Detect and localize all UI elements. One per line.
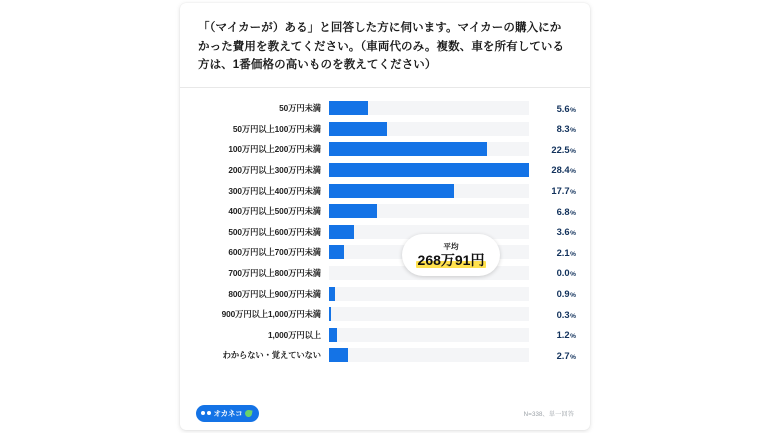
bar-value-label [529,226,576,237]
bar-category-label: 200万円以上300万円未満 [228,164,321,175]
bar-value-number: 1.2 [556,329,570,341]
bar-value-unit: % [570,353,576,361]
logo-eye-icon [207,411,211,415]
bar-fill [329,142,487,156]
bar-track [329,101,529,115]
bar-value-number: 22.5 [551,143,570,155]
table-row [194,345,576,366]
table-row [194,242,576,263]
bar-value-unit: % [570,209,576,217]
bar-value-number: 0.9 [556,288,570,300]
bar-value-number: 0.3 [556,308,570,320]
bar-value-unit: % [570,147,576,155]
bar-value-unit: % [570,250,576,258]
bar-value-unit: % [570,168,576,176]
bar-track [329,163,529,177]
bar-track [329,204,529,218]
bar-category-label: 900万円以上1,000万円未満 [221,309,321,320]
table-row [194,160,576,181]
bar-fill [329,245,344,259]
bar-category-label: 700万円以上800万円未満 [228,267,321,278]
table-row [194,98,576,119]
table-row [194,221,576,242]
bar-value-unit: % [570,312,576,320]
bar-fill [329,287,335,301]
bar-value-label [529,247,576,258]
bar-category-label: 50万円未満 [279,103,321,114]
bar-value-unit: % [570,127,576,135]
table-row [194,263,576,284]
bar-category-label: 300万円以上400万円未満 [228,185,321,196]
bar-value-number: 5.6 [556,102,570,114]
bar-value-label [529,350,576,361]
bar-value-unit: % [570,230,576,238]
average-label: 平均 [443,241,459,251]
average-callout [402,234,500,276]
bar-value-unit: % [570,106,576,114]
bar-track [329,328,529,342]
bar-value-label [529,288,576,299]
bar-category-label: 600万円以上700万円未満 [228,247,321,258]
table-row [194,283,576,304]
bar-fill [329,163,529,177]
bar-fill [329,307,331,321]
bar-value-label [529,267,576,278]
bar-fill [329,122,387,136]
bar-value-number: 2.1 [556,246,570,258]
bar-value-number: 8.3 [556,123,570,135]
bar-fill [329,101,368,115]
table-row [194,139,576,160]
bar-value-label [529,164,576,175]
logo-eye-icon [201,411,205,415]
card-header [180,3,590,87]
page-title: 「（マイカーが）ある」と回答した方に伺います。マイカーの購入にかかった費用を教えてください。（車両代のみ。複数、車を所有している方は、1番価格の高いものを教えてください） [198,22,565,72]
bar-value-unit: % [570,271,576,279]
table-row [194,324,576,345]
card-footer [180,396,590,430]
bar-value-number: 0.0 [556,267,570,279]
bar-category-label: わからない・覚えていない [222,350,321,361]
bar-fill [329,328,337,342]
bar-value-number: 28.4 [551,164,570,176]
bar-value-number: 6.8 [556,205,570,217]
bar-category-label: 800万円以上900万円未満 [228,288,321,299]
bar-value-label [529,309,576,320]
bar-track [329,184,529,198]
bar-value-unit: % [570,292,576,300]
table-row [194,201,576,222]
bar-value-label [529,144,576,155]
bar-value-label [529,206,576,217]
table-row [194,180,576,201]
table-row [194,118,576,139]
chart-footnote: N=338、単一回答 [523,410,574,418]
bar-track [329,287,529,301]
bar-value-label [529,123,576,134]
bar-category-label: 100万円以上200万円未満 [228,144,321,155]
bar-fill [329,348,348,362]
leaf-icon [245,409,253,417]
bar-chart [180,88,590,372]
bar-category-label: 500万円以上600万円未満 [228,226,321,237]
bar-category-label: 50万円以上100万円未満 [232,123,321,134]
bar-category-label: 1,000万円以上 [267,329,321,340]
bar-track [329,142,529,156]
bar-track [329,307,529,321]
bar-fill [329,184,454,198]
survey-result-card [180,3,590,430]
bar-value-label [529,185,576,196]
table-row [194,304,576,325]
okaneko-logo [196,405,259,422]
bar-value-number: 3.6 [556,226,570,238]
bar-track [329,348,529,362]
bar-value-label [529,329,576,340]
bar-value-number: 2.7 [556,349,570,361]
bar-fill [329,204,377,218]
bar-fill [329,225,354,239]
bar-value-unit: % [570,189,576,197]
bar-value-label [529,103,576,114]
bar-value-number: 17.7 [551,185,570,197]
bar-category-label: 400万円以上500万円未満 [228,206,321,217]
average-value: 268万91円 [417,252,485,269]
logo-text: オカネコ [213,408,243,418]
bar-track [329,122,529,136]
logo-eyes-icon [201,411,211,415]
bar-value-unit: % [570,333,576,341]
